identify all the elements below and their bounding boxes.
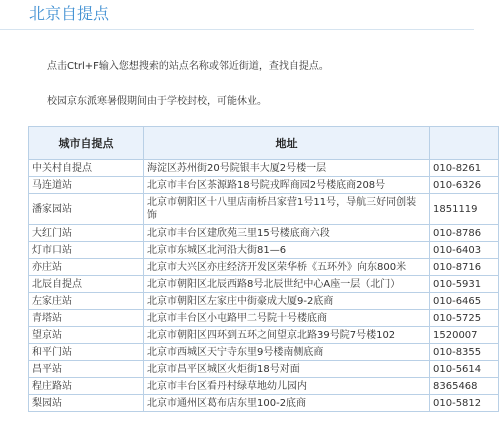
- station-cell: 灯市口站: [29, 242, 144, 259]
- address-cell: 北京市大兴区亦庄经济开发区荣华桥《五环外》向东800米: [144, 259, 430, 276]
- station-cell: 左家庄站: [29, 293, 144, 310]
- address-cell: 海淀区苏州街20号院银丰大厦2号楼一层: [144, 160, 430, 177]
- phone-cell: 8365468: [430, 378, 499, 395]
- address-cell: 北京市朝阳区十八里店南桥吕家营1号11号，导航三好同创装饰: [144, 194, 430, 225]
- phone-cell: 010-5725: [430, 310, 499, 327]
- address-cell: 北京市东城区北河沿大街81—6: [144, 242, 430, 259]
- address-cell: 北京市朝阳区左家庄中街豪成大厦9-2底商: [144, 293, 430, 310]
- phone-cell: 1851119: [430, 194, 499, 225]
- phone-cell: 010-6326: [430, 177, 499, 194]
- station-cell: 潘家园站: [29, 194, 144, 225]
- station-cell: 昌平站: [29, 361, 144, 378]
- table-row: [29, 344, 499, 361]
- address-cell: 北京市丰台区建欣苑三里15号楼底商六段: [144, 225, 430, 242]
- header-station: 城市自提点: [29, 127, 144, 160]
- phone-cell: 010-8716: [430, 259, 499, 276]
- station-cell: 程庄路站: [29, 378, 144, 395]
- table-row: [29, 327, 499, 344]
- address-cell: 北京市昌平区城区火炬街18号对面: [144, 361, 430, 378]
- header-address: 地址: [144, 127, 430, 160]
- title-bar: [0, 0, 474, 30]
- table-row: [29, 242, 499, 259]
- address-cell: 北京市丰台区小屯路甲二号院十号楼底商: [144, 310, 430, 327]
- table-row: [29, 160, 499, 177]
- campus-notice-text: 校园京东派寒暑假期间由于学校封校，可能休业。: [47, 96, 267, 107]
- station-cell: 马连道站: [29, 177, 144, 194]
- phone-cell: 1520007: [430, 327, 499, 344]
- phone-cell: 010-6403: [430, 242, 499, 259]
- address-cell: 北京市朝阳区四环到五环之间望京北路39号院7号楼102: [144, 327, 430, 344]
- table-header-row: [29, 127, 499, 160]
- address-cell: 北京市西城区天宁寺东里9号楼南侧底商: [144, 344, 430, 361]
- phone-cell: 010-5614: [430, 361, 499, 378]
- station-cell: 大红门站: [29, 225, 144, 242]
- table-row: [29, 378, 499, 395]
- station-cell: 望京站: [29, 327, 144, 344]
- address-cell: 北京市丰台区茶源路18号院戎晖商园2号楼底商208号: [144, 177, 430, 194]
- table-row: [29, 194, 499, 225]
- station-cell: 北辰自提点: [29, 276, 144, 293]
- phone-cell: 010-5812: [430, 395, 499, 412]
- phone-cell: 010-5931: [430, 276, 499, 293]
- station-cell: 青塔站: [29, 310, 144, 327]
- table-row: [29, 225, 499, 242]
- station-cell: 中关村自提点: [29, 160, 144, 177]
- address-cell: 北京市丰台区看丹村绿草地幼儿园内: [144, 378, 430, 395]
- pickup-table-container[interactable]: [28, 126, 482, 412]
- phone-cell: 010-8261: [430, 160, 499, 177]
- table-row: [29, 310, 499, 327]
- table-row: [29, 276, 499, 293]
- header-phone: [430, 127, 499, 160]
- phone-cell: 010-6465: [430, 293, 499, 310]
- search-hint-text: 点击Ctrl+F输入您想搜索的站点名称或邻近街道，查找自提点。: [47, 61, 329, 72]
- station-cell: 梨园站: [29, 395, 144, 412]
- table-row: [29, 177, 499, 194]
- address-cell: 北京市通州区葛布店东里100-2底商: [144, 395, 430, 412]
- table-row: [29, 259, 499, 276]
- table-row: [29, 395, 499, 412]
- table-row: [29, 293, 499, 310]
- station-cell: 亦庄站: [29, 259, 144, 276]
- phone-cell: 010-8786: [430, 225, 499, 242]
- table-row: [29, 361, 499, 378]
- phone-cell: 010-8355: [430, 344, 499, 361]
- address-cell: 北京市朝阳区北辰西路8号北辰世纪中心A座一层（北门）: [144, 276, 430, 293]
- station-cell: 和平门站: [29, 344, 144, 361]
- page-title: 北京自提点: [29, 4, 110, 23]
- pickup-points-table: [28, 126, 499, 412]
